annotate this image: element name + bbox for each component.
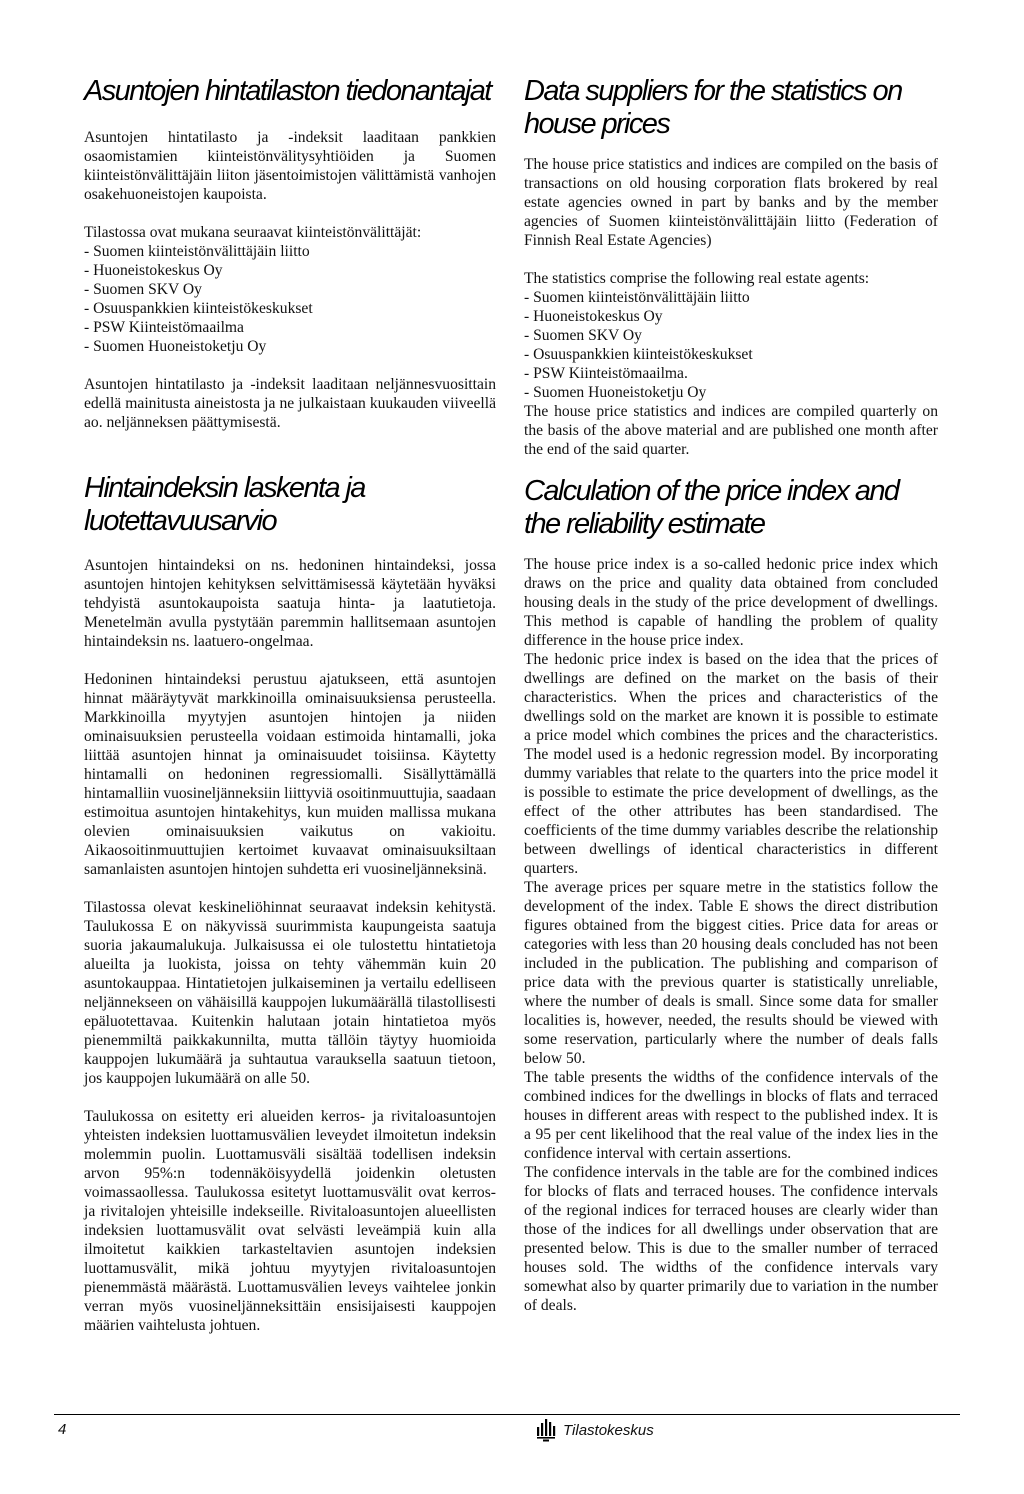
paragraph-table-en: The table presents the widths of the confidence intervals of the combined indices for the dwellings in blocks of flats and terraced houses in different areas with respect to the published index. It is a 95 per cent likelihood that the real value of the index lies in the confidence interval with certain assertions. — [524, 1069, 938, 1162]
footer-divider — [54, 1414, 960, 1415]
paragraph-model-en: The hedonic price index is based on the idea that the prices of dwellings are defined on the market on the basis of their characteristics. When the prices and characteristics of the dwellings sold on the market are known it is possible to estimate a price model which combines the prices and the characteristics. The model used is a hedonic regression model. By incorporating dummy variables that relate to the quarters into the price model it is possible to estimate the price development of dwellings, as the effect of the other attributes has been standardised. The coefficients of the time dummy variables describe the relationship between dwellings of identical characteristics in different quarters. — [524, 651, 938, 877]
heading-tiedonantajat: Asuntojen hintatilaston tiedonantajat — [84, 75, 491, 107]
heading-data-suppliers: Data suppliers for the statistics on house prices — [524, 75, 902, 140]
list-item: - PSW Kiinteistömaailma. — [524, 365, 688, 382]
agents-list-fi — [84, 242, 496, 356]
heading-calculation: Calculation of the price index and the reliability estimate — [524, 475, 899, 540]
paragraph-schedule-fi: Asuntojen hintatilasto ja -indeksit laaditaan neljännesvuosittain edellä mainitusta aineistosta ja ne julkaistaan kuukauden viiveellä ao. neljänneksen päättymisestä. — [84, 376, 496, 431]
paragraph-intro-en: The house price statistics and indices are compiled on the basis of transactions on old housing corporation flats brokered by real estate agencies owned in part by banks and by the member agencies of Suomen kiinteistönvälittäjäin liitto (Federation of Finnish Real Estate Agencies) — [524, 156, 938, 249]
list-item: - Suomen Huoneistoketju Oy — [524, 384, 707, 401]
list-item: - Osuuspankkien kiinteistökeskukset — [84, 300, 313, 317]
paragraph-hedonic-fi: Asuntojen hintaindeksi on ns. hedoninen hintaindeksi, jossa asuntojen hintojen kehityksen selvittämisessä käytetään hyväksi tehdyistä asuntokaupoista saatuja hinta- ja laatutietoja. Menetelmän avulla pystytään paremmin hallitsemaan asuntojen hintaindeksin ns. laatuero-ongelmaa. — [84, 557, 496, 650]
paragraph-prices-fi: Tilastossa olevat keskineliöhinnat seuraavat indeksin kehitystä. Taulukossa E on näkyvissä suurimmista kaupungeista saatuja suoria jakaumalukuja. Julkaisussa ei ole tulostettu hintatietoja alueilta ja luokista, joissa on tehty vähemmän kuin 20 asuntokauppaa. Hintatietojen julkaiseminen ja vertailu edelliseen neljännekseen on vähäisillä kauppojen lukumäärällä tilastollisesti epäluotettavaa. Kuitenkin halutaan jotain hintatietoa myös pienemmiltä paikkakunnilta, mutta tällöin täytyy huomioida kauppojen lukumäärä ja suhtautua varauksella saatuun tietoon, jos kauppojen lukumäärä on alle 50. — [84, 899, 496, 1087]
paragraph-confidence-en: The confidence intervals in the table are for the combined indices for blocks of flats and terraced houses. The confidence intervals of the regional indices for terraced houses are clearly wider than those of the indices for all dwellings under observation that are presented below. This is due to the smaller number of terraced houses sold. The widths of the confidence intervals vary somewhat also by quarter primarily due to variation in the number of deals. — [524, 1164, 938, 1314]
list-item: - Osuuspankkien kiinteistökeskukset — [524, 346, 753, 363]
finnish-column — [84, 75, 496, 1335]
list-item: - Suomen SKV Oy — [524, 327, 642, 344]
list-item: - Huoneistokeskus Oy — [84, 262, 223, 279]
paragraph-schedule-en: The house price statistics and indices are compiled quarterly on the basis of the above material and are published one month after the end of the said quarter. — [524, 403, 938, 458]
paragraph-model-fi: Hedoninen hintaindeksi perustuu ajatukseen, että asuntojen hinnat määräytyvät markkinoilla ominaisuuksiensa perusteella. Markkinoilla myytyjen asuntojen hintojen ja niiden ominaisuuksien perusteella voidaan estimoida hintamalli, joka liittää asuntojen hinnat ja ominaisuudet toisiinsa. Käytetty hintamalli on hedoninen regressiomalli. Sisällyttämällä hintamalliin vuosineljänneksiin liittyviä osoitinmuuttujia, saadaan estimoitua asuntojen hintakehitys, kun muiden mallissa mukana olevien ominaisuuksien vaikutus on vakioitu. Aikaosoitinmuuttujien kertoimet kuvaavat ominaisuuksiltaan samanlaisten asuntojen hintojen suhdetta eri vuosineljänneksinä. — [84, 671, 496, 878]
list-item: - Suomen kiinteistönvälittäjäin liitto — [84, 243, 310, 260]
paragraph-confidence-fi: Taulukossa on esitetty eri alueiden kerros- ja rivitaloasuntojen yhteisten indeksien luottamusvälien leveydet ilmoitetun indeksin molemmin puolin. Luottamusväli sisältää todellisen indeksin arvon 95%:n todennäköisyydellä joidenkin oletusten voimassaollessa. Taulukossa esitetyt luottamusvälit ovat kerros- ja rivitalojen yhteisille indekseille. Rivitaloasuntojen alueellisten indeksien luottamusvälit ovat selvästi leveämpiä kuin alla ilmoitetut kaikkien tarkasteltavien asuntojen indeksien luottamusvälit, mikä johtuu myytyjen rivitaloasuntojen pienemmästä määrästä. Luottamusvälien leveys vaihtelee jonkin verran myös vuosineljänneksittäin ensisijaisesti kauppojen määrien vaihtelusta johtuen. — [84, 1108, 496, 1334]
list-item: - Huoneistokeskus Oy — [524, 308, 663, 325]
paragraph-prices-en: The average prices per square metre in the statistics follow the development of the index. Table E shows the direct distribution figures obtained from the biggest cities. Price data for areas or categories with less than 20 housing deals concluded has not been included in the publication. The publishing and comparison of price data with the previous quarter is statistically unreliable, where the number of deals is small. Since some data for smaller localities is, however, needed, the results should be viewed with some reservation, particularly where the number of deals falls below 50. — [524, 879, 938, 1067]
heading-hintaindeksin-laskenta: Hintaindeksin laskenta ja luotettavuusarvio — [84, 472, 365, 537]
paragraph-hedonic-en: The house price index is a so-called hedonic price index which draws on the price and quality data obtained from concluded housing deals in the study of the price development of dwellings. This method is capable of handling the problem of quality difference in the house price index. — [524, 556, 938, 649]
tilastokeskus-logo-icon — [536, 1418, 558, 1442]
agents-intro-en: The statistics comprise the following real estate agents: — [524, 270, 870, 287]
list-item: - PSW Kiinteistömaailma — [84, 319, 244, 336]
list-item: - Suomen Huoneistoketju Oy — [84, 338, 267, 355]
english-column — [524, 75, 938, 1315]
page-number: 4 — [58, 1421, 67, 1438]
agents-list-en — [524, 288, 938, 402]
paragraph-intro-fi: Asuntojen hintatilasto ja -indeksit laaditaan pankkien osaomistamien kiinteistönvälitysyhtiöiden ja Suomen kiinteistönvälittäjäin liiton jäsentoimistojen välittämistä vanhojen osakehuoneistojen kaupoista. — [84, 129, 496, 203]
list-item: - Suomen kiinteistönvälittäjäin liitto — [524, 289, 750, 306]
list-item: - Suomen SKV Oy — [84, 281, 202, 298]
publisher-name: Tilastokeskus — [563, 1421, 654, 1439]
publisher-logo — [536, 1418, 654, 1442]
agents-intro-fi: Tilastossa ovat mukana seuraavat kiinteistönvälittäjät: — [84, 224, 422, 241]
